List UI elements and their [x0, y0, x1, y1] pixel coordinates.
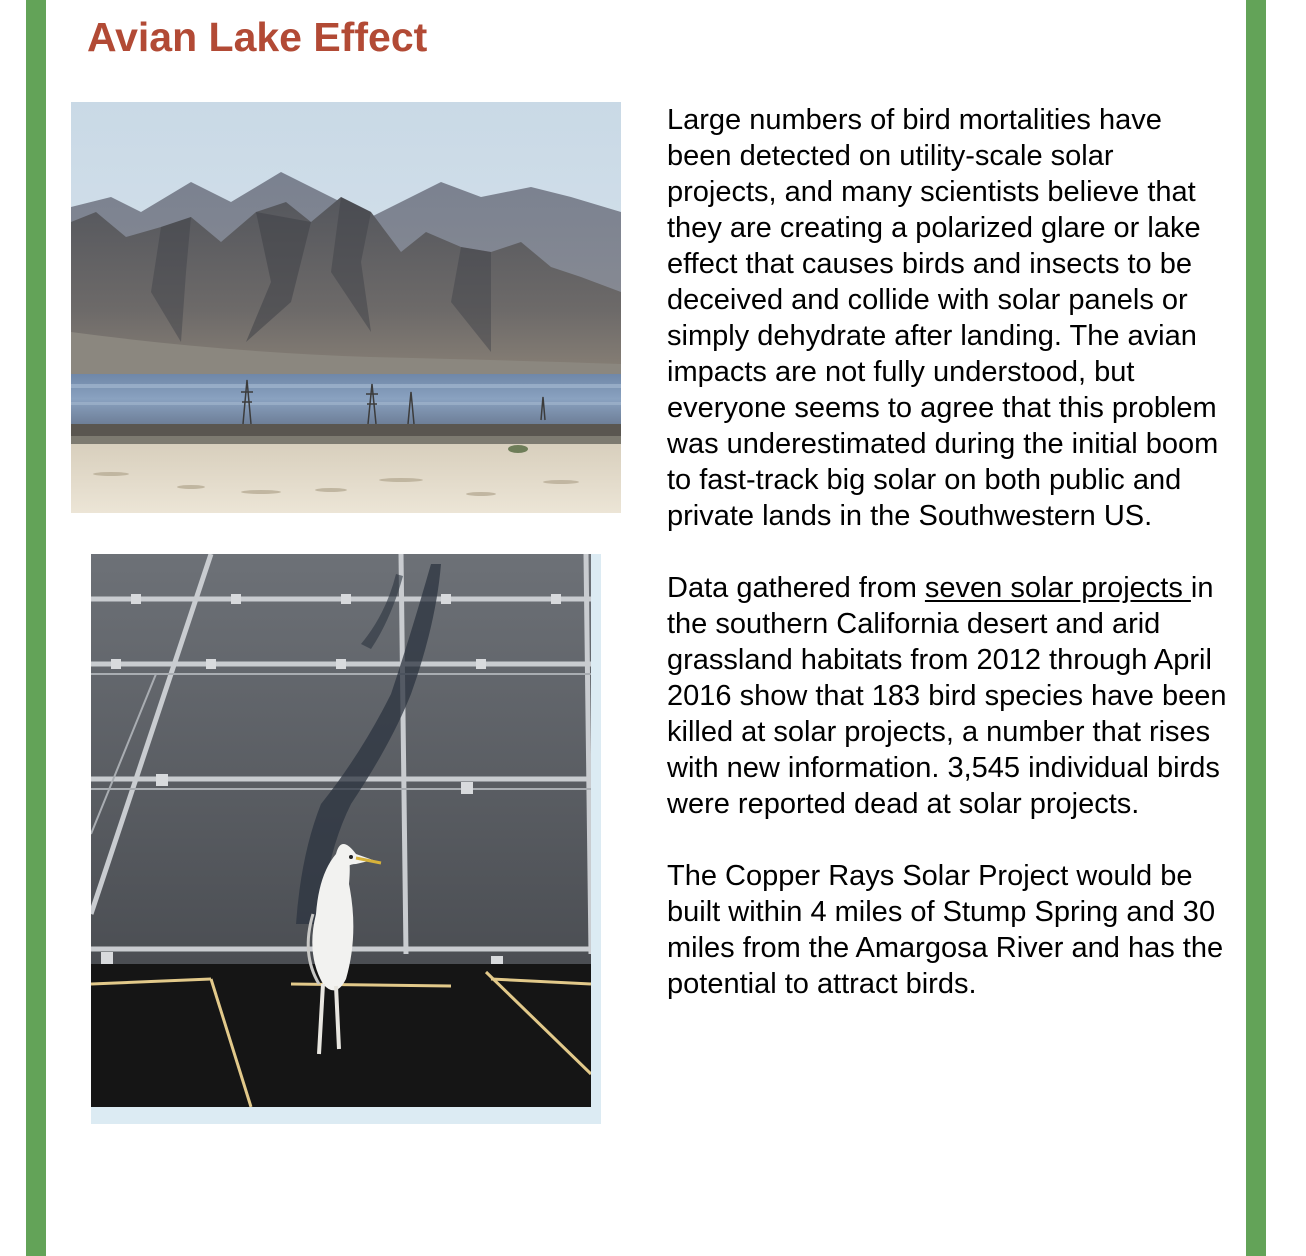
paragraph-bird-mortalities: Large numbers of bird mortalities have been detected on utility-scale solar projects, and many scientists believe that they are creating a polarized glare or lake effect that causes birds and insects to be deceived and collide with solar panels or simply dehydrate after landing. The avian impacts are not fully understood, but everyone seems to agree that this problem was underestimated during the initial boom to fast-track big solar on both public and private lands in the Southwestern US.	[667, 104, 1219, 532]
egret-on-solar-panels-photo	[91, 554, 591, 1107]
seven-solar-projects-link[interactable]: seven solar projects	[924, 572, 1191, 604]
section-title: Avian Lake Effect	[87, 14, 428, 60]
article-body	[667, 102, 1227, 1038]
paragraph-text: Data gathered from	[667, 572, 925, 604]
paragraph-text: in the southern California desert and arid grassland habitats from 2012 through April 2016 show that 183 bird species have been killed at solar projects, a number that rises with new information. 3,545 individual birds were reported dead at solar projects.	[667, 572, 1227, 820]
paragraph-data-gathered	[667, 570, 1227, 822]
paragraph-copper-rays: The Copper Rays Solar Project would be built within 4 miles of Stump Spring and 30 miles from the Amargosa River and has the potential to attract birds.	[667, 860, 1224, 1000]
right-page-border	[1246, 0, 1266, 1256]
left-page-border	[26, 0, 46, 1256]
desert-mountains-lake-effect-photo	[71, 102, 621, 513]
egret-photo-frame	[91, 554, 601, 1124]
